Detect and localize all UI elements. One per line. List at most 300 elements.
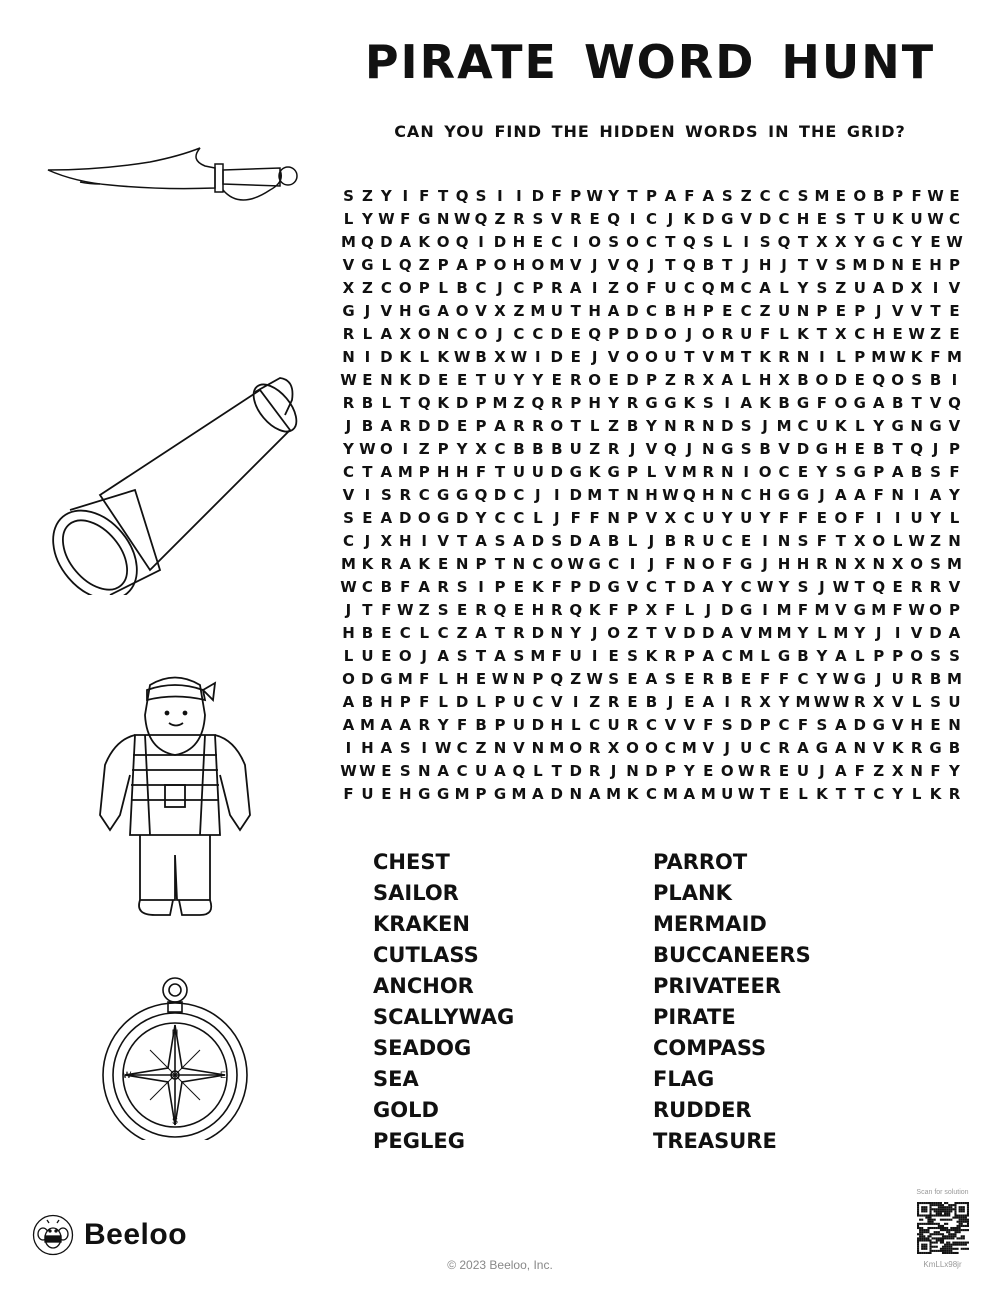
grid-letter: Q [455, 187, 469, 205]
grid-letter: E [381, 785, 392, 803]
grid-letter: D [872, 256, 885, 274]
grid-letter: E [570, 348, 581, 366]
grid-letter: E [608, 647, 619, 665]
grid-letter: Y [608, 187, 620, 205]
grid-letter: D [702, 210, 715, 228]
grid-letter: W [662, 486, 679, 504]
grid-letter: P [892, 647, 904, 665]
grid-letter: T [627, 187, 638, 205]
grid-letter: E [949, 302, 960, 320]
grid-letter: E [892, 578, 903, 596]
grid-letter: B [873, 440, 885, 458]
grid-letter: D [455, 693, 469, 711]
grid-letter: K [891, 739, 904, 757]
grid-letter: R [399, 486, 412, 504]
grid-row [339, 760, 964, 783]
grid-letter: I [535, 348, 541, 366]
grid-letter: W [378, 210, 395, 228]
grid-letter: I [743, 463, 749, 481]
word-item: COMPASS [653, 1036, 767, 1060]
grid-letter: R [721, 325, 733, 343]
grid-letter: K [418, 233, 431, 251]
word-item: PARROT [653, 850, 748, 874]
grid-letter: J [648, 532, 655, 550]
grid-letter: K [683, 210, 696, 228]
grid-letter: M [397, 670, 413, 688]
grid-letter: Z [494, 210, 506, 228]
grid-letter: Q [493, 601, 507, 619]
grid-row [339, 737, 964, 760]
grid-letter: N [910, 762, 923, 780]
grid-letter: B [551, 440, 563, 458]
grid-letter: B [929, 670, 942, 688]
grid-letter: X [645, 601, 658, 619]
grid-letter: C [380, 279, 392, 297]
grid-letter: L [381, 256, 392, 274]
grid-letter: A [702, 647, 715, 665]
grid-letter: F [400, 210, 411, 228]
grid-letter: G [455, 486, 469, 504]
grid-letter: F [608, 601, 619, 619]
grid-letter: O [455, 302, 469, 320]
grid-letter: K [437, 348, 449, 366]
grid-letter: D [683, 578, 696, 596]
grid-letter: E [513, 601, 525, 619]
grid-letter: D [739, 716, 753, 734]
grid-row [339, 323, 964, 346]
grid-letter: P [892, 187, 904, 205]
word-item: BUCCANEERS [653, 943, 811, 967]
grid-letter: V [910, 302, 923, 320]
grid-letter: N [683, 555, 696, 573]
grid-letter: F [854, 762, 865, 780]
grid-letter: S [816, 716, 828, 734]
grid-letter: E [949, 325, 960, 343]
grid-letter: N [493, 739, 507, 757]
grid-letter: Q [701, 279, 715, 297]
grid-letter: H [455, 670, 469, 688]
telescope-icon [40, 370, 300, 595]
grid-letter: C [456, 325, 468, 343]
grid-letter: G [891, 417, 904, 435]
grid-letter: E [381, 624, 392, 642]
grid-letter: U [361, 647, 374, 665]
grid-letter: N [720, 486, 734, 504]
grid-letter: F [665, 601, 676, 619]
grid-letter: P [645, 187, 657, 205]
grid-letter: D [720, 417, 734, 435]
grid-letter: N [569, 785, 582, 803]
grid-letter: R [854, 693, 866, 711]
grid-letter: R [778, 739, 790, 757]
grid-letter: G [853, 463, 866, 481]
grid-letter: N [626, 486, 639, 504]
grid-letter: V [342, 256, 355, 274]
grid-letter: F [570, 509, 581, 527]
grid-letter: R [683, 532, 696, 550]
word-item: GOLD [373, 1098, 439, 1122]
grid-letter: B [532, 440, 544, 458]
grid-letter: Y [816, 463, 828, 481]
grid-letter: V [569, 256, 582, 274]
grid-letter: N [702, 440, 715, 458]
grid-letter: I [572, 693, 579, 711]
word-item: PRIVATEER [653, 974, 782, 998]
grid-letter: H [436, 463, 450, 481]
grid-row [339, 576, 964, 599]
grid-letter: J [932, 440, 939, 458]
grid-letter: E [835, 187, 846, 205]
grid-row [339, 668, 964, 691]
grid-letter: X [910, 279, 923, 297]
grid-letter: A [948, 624, 961, 642]
grid-letter: I [629, 555, 636, 573]
grid-letter: P [608, 325, 620, 343]
grid-letter: Y [456, 440, 468, 458]
grid-letter: A [891, 463, 904, 481]
grid-letter: H [702, 486, 715, 504]
grid-letter: P [854, 302, 866, 320]
grid-letter: L [798, 785, 808, 803]
grid-letter: W [567, 555, 584, 573]
grid-letter: C [437, 624, 449, 642]
grid-letter: F [419, 187, 430, 205]
grid-letter: Y [892, 785, 904, 803]
grid-letter: P [532, 670, 544, 688]
grid-letter: F [703, 716, 714, 734]
grid-letter: V [891, 693, 904, 711]
grid-letter: M [662, 785, 678, 803]
grid-letter: L [362, 325, 373, 343]
grid-letter: D [550, 348, 563, 366]
grid-letter: Z [835, 279, 847, 297]
grid-letter: R [380, 555, 393, 573]
grid-letter: V [948, 279, 961, 297]
grid-letter: T [797, 256, 809, 274]
grid-letter: F [475, 463, 487, 481]
grid-letter: Z [418, 256, 430, 274]
grid-letter: W [491, 670, 509, 688]
grid-letter: J [553, 509, 560, 527]
grid-letter: S [759, 233, 771, 251]
grid-letter: U [512, 693, 525, 711]
grid-letter: D [645, 325, 658, 343]
grid-letter: D [588, 578, 601, 596]
grid-letter: O [929, 601, 942, 619]
grid-letter: L [419, 348, 429, 366]
grid-letter: J [497, 325, 503, 343]
grid-letter: J [781, 256, 787, 274]
grid-letter: R [759, 762, 771, 780]
grid-letter: R [664, 647, 677, 665]
grid-letter: D [569, 486, 582, 504]
grid-letter: P [475, 785, 487, 803]
grid-letter: N [796, 302, 810, 320]
grid-letter: F [722, 555, 733, 573]
grid-letter: R [437, 578, 449, 596]
grid-letter: C [494, 440, 506, 458]
grid-letter: E [930, 716, 941, 734]
grid-letter: S [456, 647, 468, 665]
grid-letter: V [475, 302, 487, 320]
grid-letter: V [740, 210, 752, 228]
grid-letter: G [853, 601, 866, 619]
grid-letter: Y [759, 509, 771, 527]
grid-letter: V [664, 624, 677, 642]
grid-letter: B [361, 624, 374, 642]
grid-letter: D [550, 325, 563, 343]
grid-letter: Y [949, 762, 960, 780]
grid-letter: K [797, 325, 809, 343]
grid-row [339, 346, 964, 369]
grid-letter: P [494, 716, 506, 734]
grid-letter: F [816, 532, 828, 550]
grid-letter: G [929, 739, 942, 757]
grid-letter: H [929, 256, 942, 274]
grid-letter: P [494, 693, 506, 711]
grid-letter: C [399, 624, 411, 642]
grid-letter: B [873, 187, 885, 205]
grid-letter: J [629, 440, 636, 458]
grid-letter: E [892, 325, 903, 343]
grid-letter: D [417, 417, 431, 435]
grid-letter: M [606, 785, 622, 803]
grid-letter: L [570, 716, 581, 734]
grid-letter: O [398, 279, 412, 297]
grid-letter: C [494, 509, 506, 527]
grid-letter: R [588, 762, 601, 780]
grid-letter: N [948, 532, 961, 550]
grid-letter: F [778, 509, 790, 527]
grid-letter: C [456, 762, 468, 780]
grid-letter: C [645, 302, 657, 320]
grid-letter: O [531, 256, 545, 274]
grid-letter: W [756, 578, 774, 596]
grid-letter: M [871, 348, 887, 366]
grid-letter: C [645, 233, 657, 251]
grid-letter: P [418, 279, 430, 297]
grid-letter: G [815, 739, 829, 757]
grid-letter: C [683, 279, 695, 297]
grid-letter: U [721, 785, 734, 803]
grid-letter: Z [418, 440, 430, 458]
grid-letter: K [588, 601, 601, 619]
grid-letter: G [437, 509, 450, 527]
grid-letter: A [380, 739, 393, 757]
grid-letter: N [512, 555, 526, 573]
grid-letter: S [797, 532, 809, 550]
grid-letter: T [475, 647, 487, 665]
grid-letter: K [759, 348, 771, 366]
grid-letter: E [778, 762, 790, 780]
grid-letter: T [835, 785, 846, 803]
grid-letter: W [832, 578, 850, 596]
grid-letter: K [418, 555, 431, 573]
grid-letter: L [343, 647, 354, 665]
grid-letter: A [437, 647, 449, 665]
grid-letter: W [340, 578, 357, 596]
grid-letter: F [930, 348, 941, 366]
grid-letter: E [797, 463, 809, 481]
grid-letter: E [551, 371, 562, 389]
grid-letter: K [645, 647, 658, 665]
grid-letter: M [549, 739, 565, 757]
grid-letter: G [929, 417, 942, 435]
grid-letter: G [853, 394, 866, 412]
grid-letter: Y [475, 509, 487, 527]
grid-letter: S [343, 187, 354, 205]
grid-row [339, 553, 964, 576]
word-item: CHEST [373, 850, 450, 874]
grid-letter: H [455, 463, 469, 481]
grid-letter: C [608, 555, 620, 573]
grid-letter: Y [816, 647, 828, 665]
grid-letter: M [359, 716, 375, 734]
grid-letter: Q [361, 233, 374, 251]
grid-letter: K [532, 578, 544, 596]
grid-letter: O [720, 762, 734, 780]
grid-letter: Z [930, 325, 941, 343]
grid-letter: V [626, 578, 639, 596]
grid-letter: D [645, 762, 658, 780]
grid-letter: P [854, 348, 866, 366]
grid-letter: C [740, 486, 752, 504]
grid-letter: V [948, 417, 961, 435]
word-item: ANCHOR [373, 974, 474, 998]
grid-letter: N [455, 555, 469, 573]
grid-letter: M [587, 486, 603, 504]
grid-letter: Q [910, 440, 923, 458]
grid-letter: L [722, 233, 732, 251]
grid-letter: X [891, 762, 904, 780]
grid-letter: Y [797, 624, 809, 642]
grid-letter: J [345, 601, 352, 619]
grid-letter: Y [532, 371, 544, 389]
grid-letter: O [417, 509, 431, 527]
grid-letter: M [454, 785, 470, 803]
grid-letter: K [835, 417, 847, 435]
grid-letter: O [569, 739, 583, 757]
grid-letter: R [778, 348, 790, 366]
word-item: SEADOG [373, 1036, 472, 1060]
grid-letter: T [494, 555, 506, 573]
grid-letter: S [456, 578, 468, 596]
compass-s: S [171, 1116, 179, 1126]
grid-letter: U [853, 279, 866, 297]
grid-letter: T [494, 463, 506, 481]
grid-letter: A [797, 739, 809, 757]
grid-letter: R [929, 578, 942, 596]
grid-letter: H [512, 256, 526, 274]
grid-letter: T [797, 233, 809, 251]
grid-letter: W [453, 210, 471, 228]
grid-letter: Y [437, 716, 449, 734]
grid-letter: H [342, 624, 355, 642]
grid-letter: L [381, 394, 392, 412]
grid-letter: Q [531, 394, 545, 412]
grid-letter: I [913, 486, 920, 504]
grid-letter: B [361, 693, 374, 711]
grid-letter: F [419, 693, 430, 711]
grid-letter: A [740, 394, 752, 412]
grid-letter: Z [475, 739, 487, 757]
grid-letter: D [720, 601, 734, 619]
grid-letter: N [910, 417, 923, 435]
grid-letter: L [855, 647, 865, 665]
grid-letter: S [551, 532, 563, 550]
grid-letter: Q [682, 233, 696, 251]
grid-letter: V [702, 348, 715, 366]
grid-letter: W [359, 440, 376, 458]
word-item: SAILOR [373, 881, 459, 905]
grid-letter: M [681, 739, 697, 757]
grid-letter: N [512, 670, 526, 688]
grid-letter: D [569, 762, 582, 780]
grid-letter: J [875, 302, 882, 320]
grid-letter: L [779, 325, 789, 343]
grid-letter: R [418, 716, 430, 734]
grid-letter: R [513, 417, 525, 435]
grid-letter: R [569, 210, 582, 228]
grid-letter: N [342, 348, 355, 366]
grid-row [339, 438, 964, 461]
grid-letter: D [626, 302, 639, 320]
grid-letter: F [797, 509, 809, 527]
grid-letter: T [608, 486, 619, 504]
grid-letter: U [948, 693, 961, 711]
grid-letter: A [532, 785, 544, 803]
grid-letter: X [835, 325, 847, 343]
grid-letter: Z [418, 601, 430, 619]
grid-letter: J [648, 256, 655, 274]
grid-letter: S [930, 693, 941, 711]
page-title: PIRATE WORD HUNT [364, 35, 936, 89]
qr-code-icon[interactable] [917, 1202, 969, 1254]
grid-letter: D [531, 187, 545, 205]
grid-letter: N [417, 762, 431, 780]
grid-letter: G [796, 486, 810, 504]
grid-letter: C [664, 739, 676, 757]
grid-letter: S [721, 187, 733, 205]
grid-letter: H [645, 486, 658, 504]
grid-letter: P [664, 762, 676, 780]
grid-letter: G [740, 555, 753, 573]
grid-letter: S [702, 233, 714, 251]
grid-letter: V [550, 693, 563, 711]
grid-letter: E [456, 417, 468, 435]
grid-letter: E [854, 440, 865, 458]
grid-letter: A [853, 486, 866, 504]
grid-letter: T [438, 187, 449, 205]
grid-letter: I [724, 394, 731, 412]
grid-letter: A [399, 555, 412, 573]
grid-letter: P [816, 302, 828, 320]
grid-letter: H [399, 532, 412, 550]
grid-letter: Y [930, 509, 941, 527]
grid-letter: E [816, 509, 828, 527]
grid-letter: Y [721, 509, 733, 527]
grid-letter: O [626, 348, 639, 366]
grid-letter: D [531, 624, 545, 642]
grid-letter: N [436, 325, 450, 343]
grid-letter: T [759, 785, 771, 803]
grid-letter: Z [570, 670, 582, 688]
beeloo-logo [32, 1214, 187, 1256]
grid-letter: B [891, 394, 904, 412]
grid-letter: G [721, 210, 734, 228]
grid-letter: A [721, 624, 734, 642]
grid-letter: S [930, 555, 941, 573]
